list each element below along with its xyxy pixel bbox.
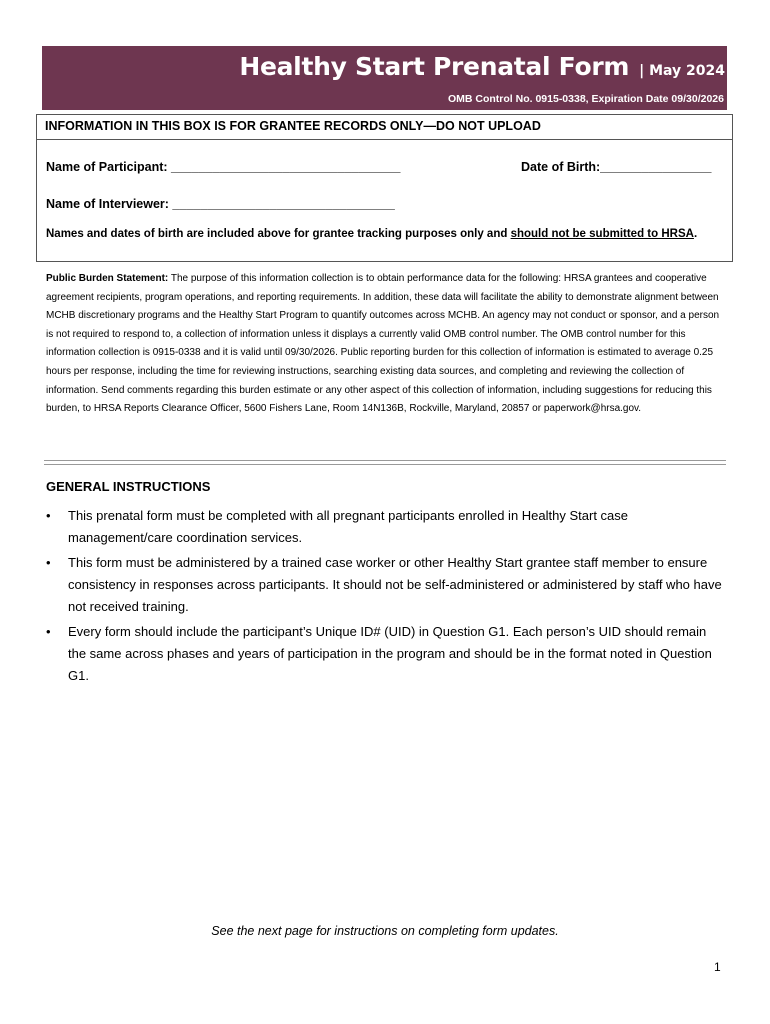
section-divider	[44, 460, 726, 465]
instruction-text: This prenatal form must be completed with all pregnant participants enrolled in Healthy Start case management/care coordination services.	[68, 508, 629, 545]
grantee-note-end: .	[693, 228, 698, 240]
form-title	[239, 52, 725, 81]
date-of-birth-field: Date of Birth:________________	[521, 160, 712, 174]
public-burden-statement	[46, 270, 728, 419]
form-date: | May 2024	[639, 63, 725, 79]
grantee-records-box	[36, 114, 733, 262]
next-page-note: See the next page for instructions on completing form updates.	[211, 924, 559, 938]
grantee-note	[46, 226, 706, 243]
instruction-text: Every form should include the participant’s Unique ID# (UID) in Question G1. Each person’s UID should remain the same across phases and years of participation in the program and should be in the format noted in Question G1.	[68, 624, 712, 683]
bullet-icon: •	[46, 555, 51, 570]
omb-control-number: OMB Control No. 0915-0338, Expiration Date 09/30/2026	[447, 93, 724, 105]
interviewer-name-field: Name of Interviewer: ________________________________	[46, 197, 395, 211]
form-title-text: Healthy Start Prenatal Form	[239, 52, 630, 81]
instruction-text: This form must be administered by a trained case worker or other Healthy Start grantee staff member to ensure consistency in responses across participants. It should not be self-administered or administered by staff who have not received training.	[68, 555, 722, 614]
bullet-icon: •	[46, 508, 51, 523]
instruction-item	[46, 621, 726, 687]
grantee-note-text: Names and dates of birth are included above for grantee tracking purposes only and	[46, 228, 511, 240]
instruction-item	[46, 552, 726, 618]
instruction-item	[46, 505, 726, 549]
header-band	[42, 46, 727, 110]
grantee-box-heading: INFORMATION IN THIS BOX IS FOR GRANTEE RECORDS ONLY—DO NOT UPLOAD	[37, 115, 732, 140]
burden-text: The purpose of this information collection is to obtain performance data for the following: HRSA grantees and cooperative agreement recipients, program operations, and reporting requirements. In addition, these data will facilitate the ability to demonstrate alignment between MCHB discretionary programs and the Healthy Start Program to quantify outcomes across MCHB. An agency may not conduct or sponsor, and a person is not required to respond to, a collection of information unless it displays a currently valid OMB control number. The OMB control number for this information collection is 0915-0338 and it is valid until 09/30/2026. Public reporting burden for this collection of information is estimated to average 0.25 hours per response, including the time for reviewing instructions, searching existing data sources, and completing and reviewing the collection of information. Send comments regarding this burden estimate or any other aspect of this collection of information, including suggestions for reducing this burden, to HRSA Reports Clearance Officer, 5600 Fishers Lane, Room 14N136B, Rockville, Maryland, 20857 or paperwork@hrsa.gov.	[46, 273, 720, 415]
participant-name-field: Name of Participant: _________________________________	[46, 160, 401, 174]
bullet-icon: •	[46, 624, 51, 639]
instructions-list	[46, 505, 726, 690]
page-number: 1	[714, 960, 721, 974]
grantee-note-underline: should not be submitted to HRSA	[510, 228, 694, 240]
general-instructions-heading: GENERAL INSTRUCTIONS	[46, 479, 211, 494]
burden-label: Public Burden Statement:	[46, 273, 169, 284]
